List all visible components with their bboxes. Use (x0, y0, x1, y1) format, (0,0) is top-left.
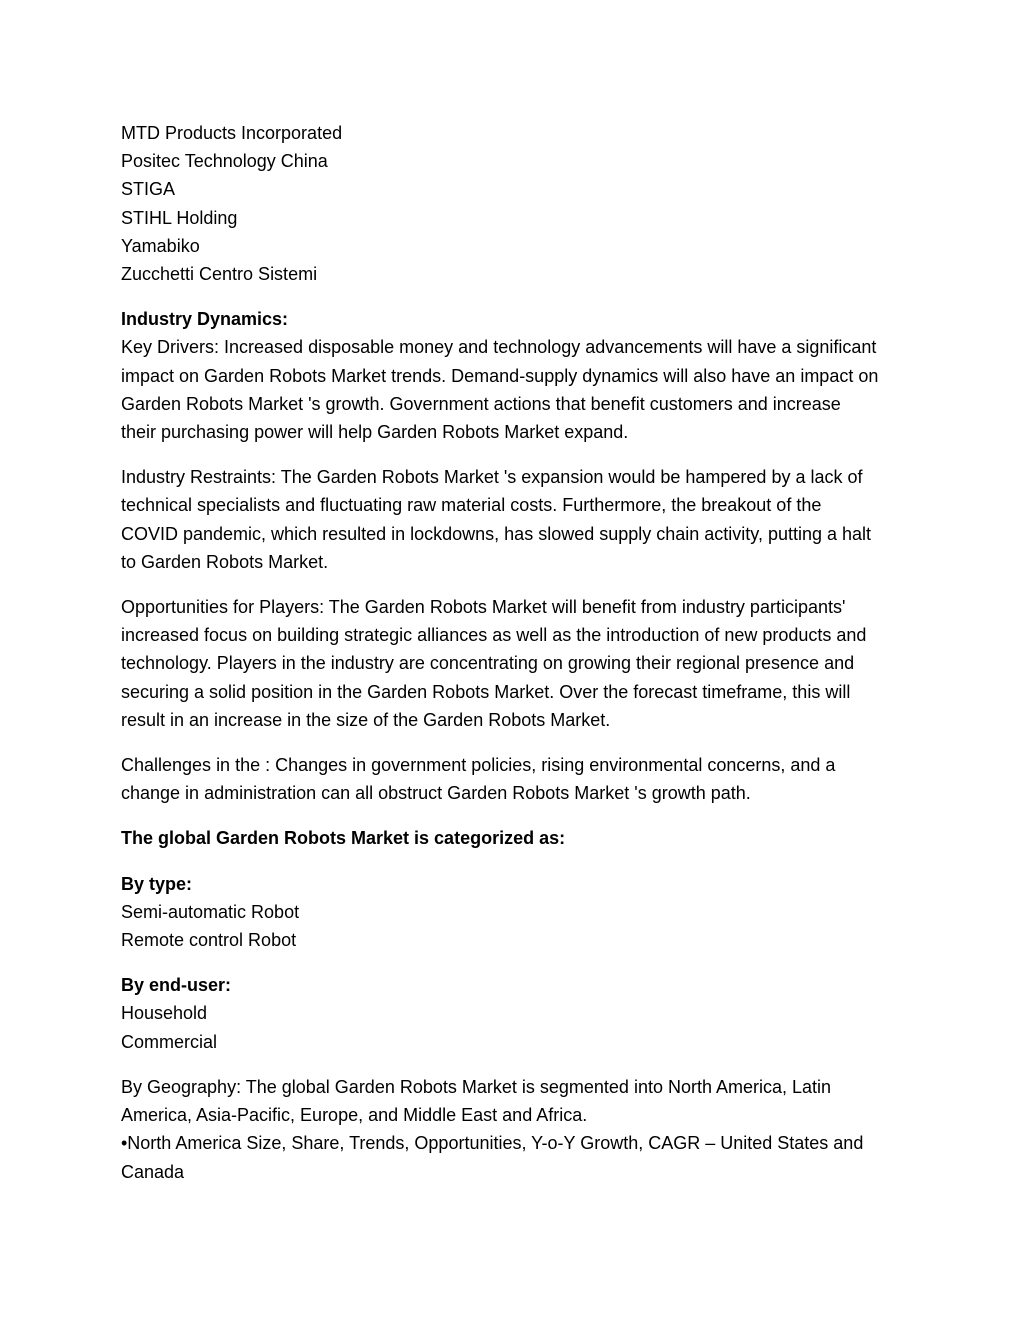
company-item: MTD Products Incorporated (121, 123, 343, 143)
key-drivers-line: their purchasing power will help Garden Robots Market expand. (121, 422, 629, 443)
restraints-line: to Garden Robots Market. (121, 551, 329, 572)
industry-dynamics-section (121, 305, 911, 446)
company-item: Zucchetti Centro Sistemi (121, 264, 318, 285)
company-item: STIGA (121, 179, 176, 200)
by-type-item: Remote control Robot (121, 930, 297, 951)
restraints-line: COVID pandemic, which resulted in lockdowns, has slowed supply chain activity, putting a halt (121, 523, 872, 544)
key-drivers-line: Garden Robots Market 's growth. Government actions that benefit customers and increase (121, 393, 841, 414)
company-item: STIHL Holding (121, 207, 238, 228)
opportunities-paragraph (121, 593, 911, 734)
by-type-heading: By type: (121, 873, 193, 894)
challenges-line: change in administration can all obstruct Garden Robots Market 's growth path. (121, 783, 751, 804)
by-end-user-item: Commercial (121, 1031, 218, 1052)
geography-line: By Geography: The global Garden Robots Market is segmented into North America, Latin (121, 1076, 832, 1097)
by-end-user-section (121, 971, 911, 1056)
key-drivers-line: Key Drivers: Increased disposable money and technology advancements will have a significant (121, 337, 877, 358)
by-end-user-item: Household (121, 1003, 208, 1024)
opportunities-line: Opportunities for Players: The Garden Robots Market will benefit from industry participants' (121, 597, 846, 618)
geography-line: •North America Size, Share, Trends, Opportunities, Y-o-Y Growth, CAGR – United States and (121, 1133, 864, 1154)
by-type-section (121, 870, 911, 955)
document-page (121, 119, 911, 1186)
by-type-item: Semi-automatic Robot (121, 901, 300, 922)
geography-paragraph (121, 1073, 911, 1186)
key-drivers-line: impact on Garden Robots Market trends. Demand-supply dynamics will also have an impact on (121, 365, 879, 386)
company-item: Yamabiko (121, 235, 200, 256)
by-end-user-heading: By end-user: (121, 975, 232, 996)
company-list (121, 119, 911, 288)
company-item: Positec Technology China (121, 151, 328, 172)
categorized-heading: The global Garden Robots Market is categorized as: (121, 828, 566, 849)
restraints-line: Industry Restraints: The Garden Robots Market 's expansion would be hampered by a lack of (121, 467, 863, 488)
challenges-paragraph (121, 751, 911, 807)
categorized-heading-block (121, 824, 911, 852)
geography-line: Canada (121, 1161, 185, 1182)
challenges-line: Challenges in the : Changes in government policies, rising environmental concerns, and a (121, 755, 836, 776)
geography-line: America, Asia-Pacific, Europe, and Middle East and Africa. (121, 1105, 588, 1126)
restraints-paragraph (121, 463, 911, 576)
opportunities-line: technology. Players in the industry are concentrating on growing their regional presence and (121, 653, 855, 674)
opportunities-line: increased focus on building strategic alliances as well as the introduction of new products and (121, 625, 867, 646)
opportunities-line: result in an increase in the size of the Garden Robots Market. (121, 709, 611, 730)
opportunities-line: securing a solid position in the Garden Robots Market. Over the forecast timeframe, this will (121, 681, 851, 702)
restraints-line: technical specialists and fluctuating raw material costs. Furthermore, the breakout of the (121, 495, 822, 516)
industry-dynamics-heading: Industry Dynamics: (121, 309, 289, 330)
